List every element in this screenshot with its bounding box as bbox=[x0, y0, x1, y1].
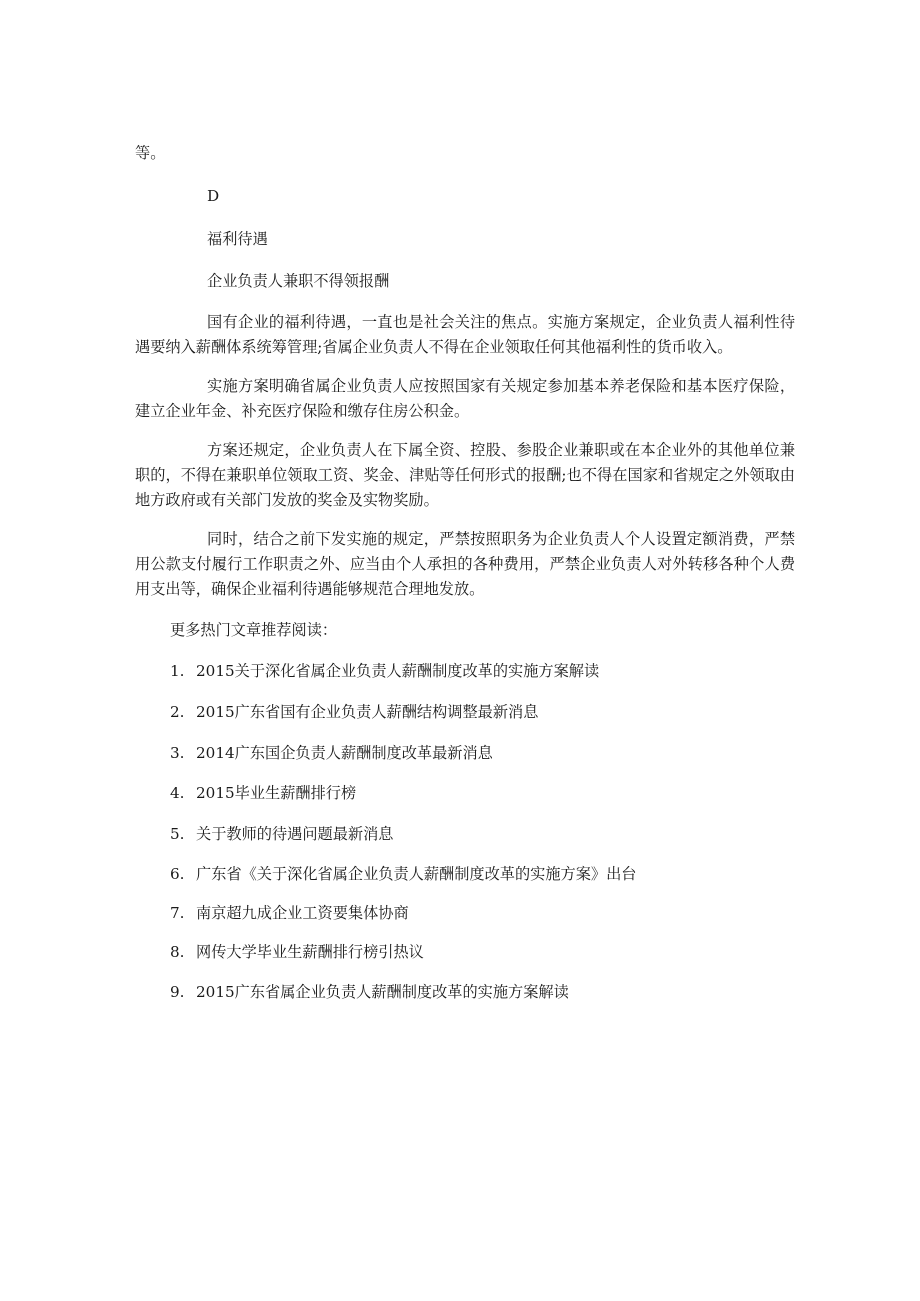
article-title[interactable]: 广东省《关于深化省属企业负责人薪酬制度改革的实施方案》出台 bbox=[196, 865, 637, 883]
list-number: 7. bbox=[170, 904, 185, 922]
article-title[interactable]: 关于教师的待遇问题最新消息 bbox=[196, 825, 394, 843]
article-link[interactable] bbox=[170, 783, 356, 803]
article-title[interactable]: 2015广东省国有企业负责人薪酬结构调整最新消息 bbox=[196, 703, 539, 721]
list-number: 5. bbox=[170, 825, 185, 843]
article-title[interactable]: 2014广东国企负责人薪酬制度改革最新消息 bbox=[196, 744, 493, 762]
list-number: 2. bbox=[170, 703, 185, 721]
section-subheading: 企业负责人兼职不得领报酬 bbox=[207, 272, 390, 290]
article-link[interactable] bbox=[170, 702, 538, 722]
paragraph-part-time: 方案还规定，企业负责人在下属全资、控股、参股企业兼职或在本企业外的其他单位兼职的，不得在兼职单位领取工资、奖金、津贴等任何形式的报酬;也不得在国家和省规定之外领取由地方政府或有关部门发放的奖金及实物奖励。 bbox=[135, 441, 795, 509]
list-number: 8. bbox=[170, 943, 185, 961]
article-title[interactable]: 南京超九成企业工资要集体协商 bbox=[196, 904, 409, 922]
more-reading-label: 更多热门文章推荐阅读： bbox=[170, 621, 338, 639]
article-title[interactable]: 2015广东省属企业负责人薪酬制度改革的实施方案解读 bbox=[196, 983, 569, 1001]
section-heading: 福利待遇 bbox=[207, 230, 268, 248]
list-number: 4. bbox=[170, 784, 185, 802]
article-title[interactable]: 2015毕业生薪酬排行榜 bbox=[196, 784, 357, 802]
article-link[interactable] bbox=[170, 942, 424, 962]
continuation-text: 等。 bbox=[135, 144, 166, 162]
list-number: 6. bbox=[170, 865, 185, 883]
list-number: 1. bbox=[170, 662, 185, 680]
article-title[interactable]: 2015关于深化省属企业负责人薪酬制度改革的实施方案解读 bbox=[196, 662, 600, 680]
article-link[interactable] bbox=[170, 824, 393, 844]
article-title[interactable]: 网传大学毕业生薪酬排行榜引热议 bbox=[196, 943, 424, 961]
article-link[interactable] bbox=[170, 982, 569, 1002]
article-link[interactable] bbox=[170, 743, 493, 763]
article-link[interactable] bbox=[170, 903, 409, 923]
article-link[interactable] bbox=[170, 864, 636, 884]
section-letter: D bbox=[207, 187, 220, 205]
paragraph-consumption: 同时，结合之前下发实施的规定，严禁按照职务为企业负责人个人设置定额消费，严禁用公款支付履行工作职责之外、应当由个人承担的各种费用，严禁企业负责人对外转移各种个人费用支出等，确保企业福利待遇能够规范合理地发放。 bbox=[135, 530, 795, 598]
paragraph-insurance: 实施方案明确省属企业负责人应按照国家有关规定参加基本养老保险和基本医疗保险，建立企业年金、补充医疗保险和缴存住房公积金。 bbox=[135, 377, 795, 420]
article-link[interactable] bbox=[170, 661, 599, 681]
list-number: 9. bbox=[170, 983, 185, 1001]
list-number: 3. bbox=[170, 744, 185, 762]
paragraph-welfare: 国有企业的福利待遇，一直也是社会关注的焦点。实施方案规定，企业负责人福利性待遇要纳入薪酬体系统筹管理;省属企业负责人不得在企业领取任何其他福利性的货币收入。 bbox=[135, 313, 795, 356]
